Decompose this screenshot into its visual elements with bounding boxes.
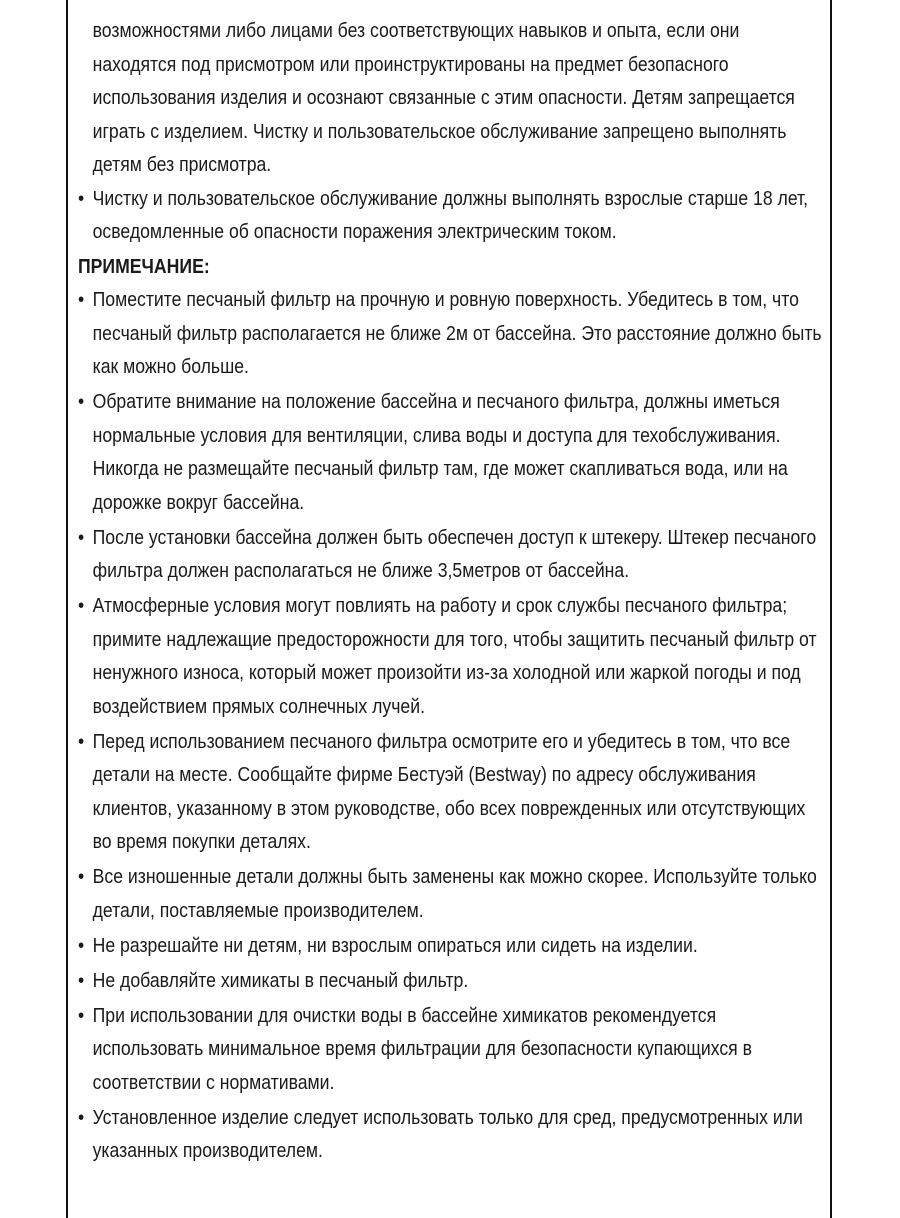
note-bullet-text: Поместите песчаный фильтр на прочную и ровную поверхность. Убедитесь в том, что песчаный фильтр располагается не ближе 2м от бассейна. Это расстояние должно быть как можно больше. (92, 288, 822, 378)
safety-bullet-text: Чистку и пользовательское обслуживание должны выполнять взрослые старше 18 лет, осведомленные об опасности поражения электрическим током. (92, 186, 809, 243)
note-bullet-item (78, 860, 823, 927)
note-bullet-text: Перед использованием песчаного фильтра осмотрите его и убедитесь в том, что все детали на месте. Сообщайте фирме Бестуэй (Bestway) по адресу обслуживания клиентов, указанному в этом руководстве, обо всех поврежденных или отсутствующих во время покупки деталях. (92, 729, 806, 853)
bullet-glyph: • (78, 1105, 85, 1129)
note-bullet-text: Не добавляйте химикаты в песчаный фильтр. (92, 968, 469, 992)
note-bullet-item (78, 385, 823, 519)
bullet-glyph: • (78, 390, 85, 413)
note-bullet-item (78, 1101, 823, 1168)
note-bullet-item (78, 521, 823, 588)
bullet-glyph: • (78, 186, 85, 210)
note-bullet-item (78, 999, 823, 1100)
note-bullet-text: Все изношенные детали должны быть заменены как можно скорее. Используйте только детали, поставляемые производителем. (92, 865, 817, 922)
bullet-glyph: • (78, 594, 85, 617)
note-bullet-text: Не разрешайте ни детям, ни взрослым опираться или сидеть на изделии. (92, 933, 698, 957)
note-bullet-text: Обратите внимание на положение бассейна и песчаного фильтра, должны иметься нормальные условия для вентиляции, слива воды и доступа для техобслуживания. Никогда не размещайте песчаный фильтр там, где может скапливаться вода, или на дорожке вокруг бассейна. (92, 390, 788, 514)
note-bullet-text: При использовании для очистки воды в бассейне химикатов рекомендуется использовать минимальное время фильтрации для безопасности купающихся в соответствии с нормативами. (92, 1003, 752, 1094)
bullet-glyph: • (78, 1003, 85, 1027)
bullet-glyph: • (78, 288, 85, 311)
bullet-glyph: • (78, 933, 85, 957)
continuation-paragraph: возможностями либо лицами без соответствующих навыков и опыта, если они находятся под присмотром или проинструктированы на предмет безопасного использования изделия и осознают связанные с этим опасности. Детям запрещается играть с изделием. Чистку и пользовательское обслуживание запрещено выполнять детям без присмотра. (92, 19, 795, 176)
bullet-glyph: • (78, 865, 85, 888)
bullet-glyph: • (78, 968, 85, 992)
safety-bullet-item (78, 182, 823, 249)
note-bullet-text: Установленное изделие следует использовать только для сред, предусмотренных или указанных производителем. (92, 1105, 803, 1162)
note-bullet-text: Атмосферные условия могут повлиять на работу и срок службы песчаного фильтра; примите надлежащие предосторожности для того, чтобы защитить песчаный фильтр от ненужного износа, который может произойти из-за холодной или жаркой погоды и под воздействием прямых солнечных лучей. (92, 594, 817, 718)
safety-bullet-list (78, 182, 823, 249)
note-bullet-item (78, 964, 823, 998)
note-heading: ПРИМЕЧАНИЕ: (78, 255, 210, 278)
note-bullet-list (78, 283, 823, 1168)
note-bullet-item (78, 589, 823, 723)
note-bullet-item (78, 929, 823, 963)
note-bullet-text: После установки бассейна должен быть обеспечен доступ к штекеру. Штекер песчаного фильтра должен располагаться не ближе 3,5метров от бассейна. (92, 525, 817, 582)
note-bullet-item (78, 283, 823, 384)
bullet-glyph: • (78, 729, 85, 753)
manual-page-content (78, 14, 823, 1169)
note-bullet-item (78, 725, 823, 859)
bullet-glyph: • (78, 525, 85, 549)
